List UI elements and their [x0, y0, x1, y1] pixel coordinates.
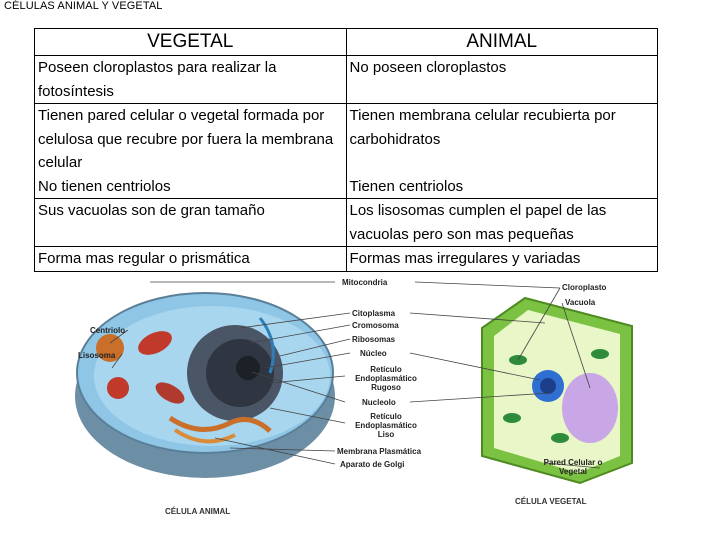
page-title: CÉLULAS ANIMAL Y VEGETAL	[4, 0, 163, 12]
label-reticulo-liso-wrap	[346, 412, 426, 442]
table-row	[35, 175, 658, 199]
comparison-table	[34, 28, 658, 272]
label-nucleo: Núcleo	[360, 349, 387, 358]
label-cloroplasto: Cloroplasto	[562, 283, 607, 292]
label-vacuola: Vacuola	[565, 298, 596, 307]
label-aparato-golgi: Aparato de Golgi	[340, 460, 405, 469]
table-header-row	[35, 29, 658, 56]
table-row	[35, 104, 658, 175]
table-cell: Sus vacuolas son de gran tamaño	[35, 199, 347, 247]
table-row	[35, 56, 658, 104]
label-pared-celular: Pared Celular o Vegetal	[543, 458, 603, 476]
table-cell: Formas mas irregulares y variadas	[346, 247, 658, 272]
table-cell: Tienen centriolos	[346, 175, 658, 199]
label-cromosoma: Cromosoma	[352, 321, 399, 330]
table-cell: Forma mas regular o prismática	[35, 247, 347, 272]
table-cell: No poseen cloroplastos	[346, 56, 658, 104]
label-membrana-plasmatica: Membrana Plasmática	[337, 447, 422, 456]
label-citoplasma: Citoplasma	[352, 309, 396, 318]
label-pared-celular-wrap	[538, 458, 608, 482]
label-mitocondria: Mitocondria	[342, 278, 388, 287]
table-cell: Los lisosomas cumplen el papel de las vacuolas pero son mas pequeñas	[346, 199, 658, 247]
table-cell: Tienen pared celular o vegetal formada por celulosa que recubre por fuera la membrana celular	[35, 104, 347, 175]
table-cell: No tienen centriolos	[35, 175, 347, 199]
column-header-animal: ANIMAL	[346, 29, 658, 56]
table-cell: Poseen cloroplastos para realizar la fotosíntesis	[35, 56, 347, 104]
caption-celula-vegetal: CÉLULA VEGETAL	[515, 497, 587, 506]
plant-cell-illustration	[482, 298, 632, 483]
cell-diagram	[0, 268, 720, 540]
label-centriolo: Centriolo	[90, 326, 126, 335]
table-cell: Tienen membrana celular recubierta por carbohidratos	[346, 104, 658, 175]
caption-celula-animal: CÉLULA ANIMAL	[165, 507, 231, 516]
label-reticulo-liso: Retículo Endoplasmático Liso	[355, 412, 417, 439]
column-header-vegetal: VEGETAL	[35, 29, 347, 56]
label-ribosomas: Ribosomas	[352, 335, 396, 344]
label-nucleolo: Nucleolo	[362, 398, 396, 407]
label-reticulo-rugoso: Retículo Endoplasmático Rugoso	[355, 365, 417, 392]
label-reticulo-rugoso-wrap	[346, 365, 426, 395]
table-row	[35, 199, 658, 247]
label-lisosoma: Lisosoma	[78, 351, 116, 360]
